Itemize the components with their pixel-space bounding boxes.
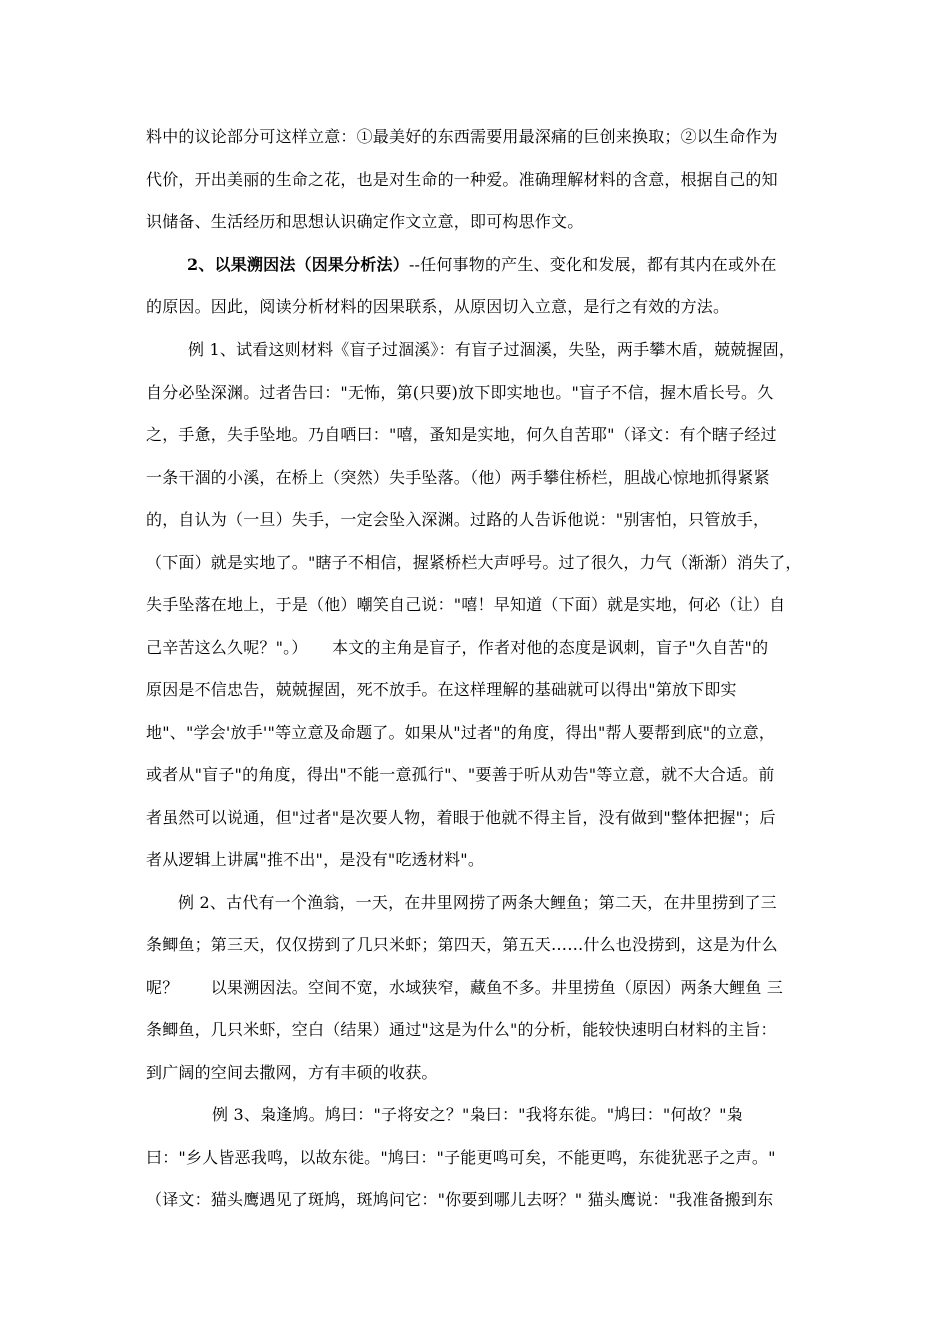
example1-line-5: 的，自认为（一旦）失手，一定会坠入深渊。过路的人告诉他说："别害怕，只管放手， (146, 510, 770, 529)
example2-line-5: 到广阔的空间去撒网，方有丰硕的收获。 (146, 1063, 438, 1082)
example2-line-3: 呢？ 以果溯因法。空间不宽，水域狭窄，藏鱼不多。井里捞鱼（原因）两条大鲤鱼 三 (146, 978, 784, 997)
example1-line-3: 之，手惫，失手坠地。乃自哂曰："嘻，蚤知是实地，何久自苦耶"（译文：有个瞎子经过 (146, 425, 777, 444)
para1-line-2: 代价，开出美丽的生命之花，也是对生命的一种爱。准确理解材料的含意，根据自己的知 (146, 170, 778, 189)
example1-line-1: 例 1、试看这则材料《盲子过涸溪》：有盲子过涸溪，失坠，两手攀木盾，兢兢握固， (188, 340, 796, 359)
example1-line-12: 者虽然可以说通，但"过者"是次要人物，着眼于他就不得主旨，没有做到"整体把握"；后 (146, 808, 776, 827)
para1-line-1: 料中的议论部分可这样立意：①最美好的东西需要用最深痛的巨创来换取；②以生命作为 (146, 127, 778, 146)
method-heading: 2、以果溯因法（因果分析法） (187, 255, 409, 274)
para1-line-3: 识储备、生活经历和思想认识确定作文立意，即可构思作文。 (146, 212, 584, 231)
method-heading-line (187, 255, 777, 275)
example2-line-2: 条鲫鱼；第三天，仅仅捞到了几只米虾；第四天，第五天……什么也没捞到，这是为什么 (146, 935, 778, 954)
example1-line-6: （下面）就是实地了。"瞎子不相信，握紧桥栏大声呼号。过了很久，力气（渐渐）消失了， (146, 553, 802, 572)
example1-line-9: 原因是不信忠告，兢兢握固，死不放手。在这样理解的基础就可以得出"第放下即实 (146, 680, 737, 699)
example1-line-7: 失手坠落在地上，于是（他）嘲笑自己说："嘻！早知道（下面）就是实地，何必（让）自 (146, 595, 786, 614)
para2-line-2: 的原因。因此，阅读分析材料的因果联系，从原因切入立意，是行之有效的方法。 (146, 297, 730, 316)
example1-line-11: 或者从"盲子"的角度，得出"不能一意孤行"、"要善于听从劝告"等立意，就不大合适。前 (146, 765, 775, 784)
example2-line-4: 条鲫鱼，几只米虾，空白（结果）通过"这是为什么"的分析，能较快速明白材料的主旨： (146, 1020, 777, 1039)
example1-line-2: 自分必坠深渊。过者告曰："无怖，第(只要)放下即实地也。"盲子不信，握木盾长号。久 (146, 383, 774, 402)
example2-line-1: 例 2、古代有一个渔翁，一天，在井里网捞了两条大鲤鱼；第二天，在井里捞到了三 (178, 893, 777, 912)
example1-line-10: 地"、"学会'放手'"等立意及命题了。如果从"过者"的角度，得出"帮人要帮到底"的立意， (146, 723, 776, 742)
example1-line-13: 者从逻辑上讲属"推不出"，是没有"吃透材料"。 (146, 850, 485, 869)
method-heading-rest: --任何事物的产生、变化和发展，都有其内在或外在 (408, 255, 777, 274)
example1-line-4: 一条干涸的小溪，在桥上（突然）失手坠落。（他）两手攀住桥栏，胆战心惊地抓得紧紧 (146, 468, 770, 487)
example3-line-1: 例 3、枭逢鸠。鸠曰："子将安之？"枭曰："我将东徙。"鸠曰："何故？"枭 (212, 1105, 743, 1124)
example3-line-3: （译文：猫头鹰遇见了斑鸠，斑鸠问它："你要到哪儿去呀？" 猫头鹰说："我准备搬到东 (146, 1190, 774, 1209)
example3-line-2: 曰："乡人皆恶我鸣，以故东徙。"鸠曰："子能更鸣可矣，不能更鸣，东徙犹恶子之声。" (146, 1148, 776, 1167)
example1-line-8: 己辛苦这么久呢？"。） 本文的主角是盲子，作者对他的态度是讽刺，盲子"久自苦"的 (146, 638, 769, 657)
